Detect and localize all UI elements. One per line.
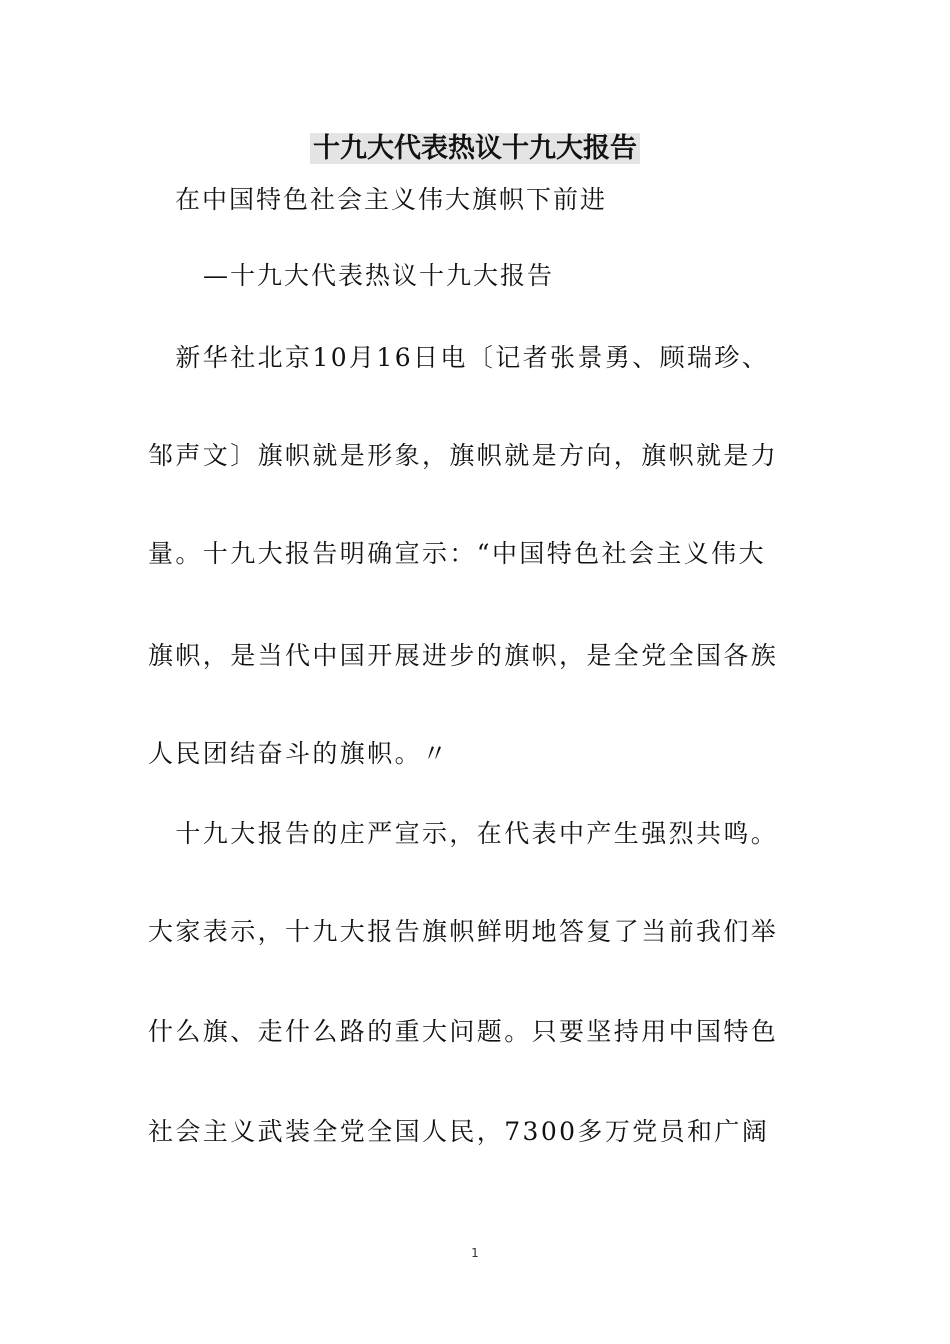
body-line: 量。十九大报告明确宣示：“中国特色社会主义伟大 xyxy=(148,539,766,568)
body-line: 新华社北京10月16日电〔记者张景勇、顾瑞珍、 xyxy=(148,343,770,372)
body-line: 大家表示，十九大报告旗帜鲜明地答复了当前我们举 xyxy=(148,917,779,946)
body-line: 社会主义武装全党全国人民，7300多万党员和广阔 xyxy=(148,1117,770,1146)
document-title-text: 十九大代表热议十九大报告 xyxy=(310,133,640,164)
body-line: 什么旗、走什么路的重大问题。只要坚持用中国特色 xyxy=(148,1017,779,1046)
page-number: 1 xyxy=(471,1246,479,1260)
body-line: 邹声文〕旗帜就是形象，旗帜就是方向，旗帜就是力 xyxy=(148,441,779,470)
body-line: 十九大报告的庄严宣示，在代表中产生强烈共鸣。 xyxy=(148,819,779,848)
document-subtitle: 在中国特色社会主义伟大旗帜下前进 xyxy=(175,185,608,214)
document-title xyxy=(0,130,950,168)
document-byline: —十九大代表热议十九大报告 xyxy=(203,261,555,290)
body-line: 人民团结奋斗的旗帜。〃 xyxy=(148,739,450,768)
body-line: 旗帜，是当代中国开展进步的旗帜，是全党全国各族 xyxy=(148,641,779,670)
